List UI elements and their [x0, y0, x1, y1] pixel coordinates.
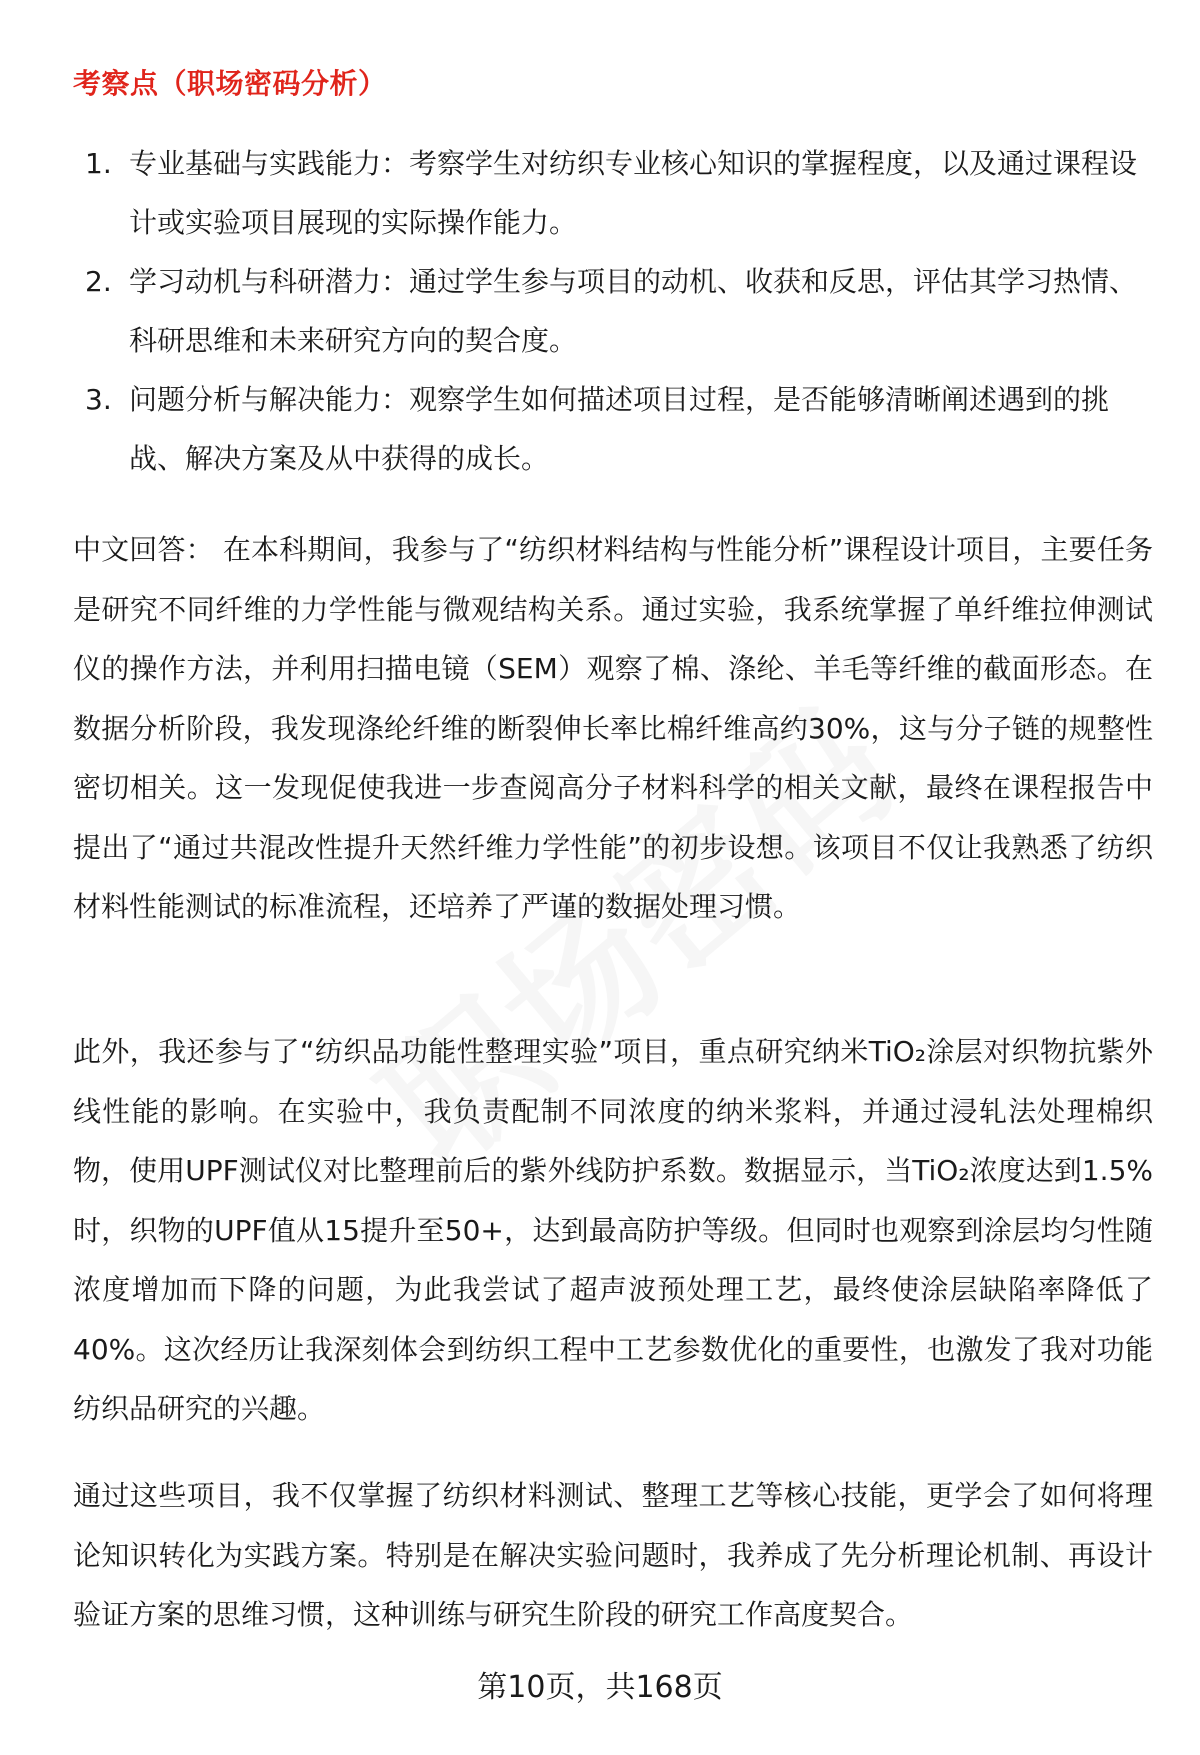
- summary-paragraph: [73, 1466, 1153, 1645]
- additional-project-text: 此外，我还参与了“纺织品功能性整理实验”项目，重点研究纳米TiO₂涂层对织物抗紫外线性能的影响。在实验中，我负责配制不同浓度的纳米浆料，并通过浸轧法处理棉织物，使用UPF测试仪对比整理前后的紫外线防护系数。数据显示，当TiO₂浓度达到1.5%时，织物的UPF值从15提升至50+，达到最高防护等级。但同时也观察到涂层均匀性随浓度增加而下降的问题，为此我尝试了超声波预处理工艺，最终使涂层缺陷率降低了40%。这次经历让我深刻体会到纺织工程中工艺参数优化的重要性，也激发了我对功能纺织品研究的兴趣。: [73, 1035, 1153, 1425]
- list-item: [73, 370, 1153, 488]
- list-item: [73, 252, 1153, 370]
- additional-project-paragraph: [73, 1022, 1153, 1439]
- list-item-text: 专业基础与实践能力：考察学生对纺织专业核心知识的掌握程度，以及通过课程设计或实验项目展现的实际操作能力。: [129, 147, 1138, 239]
- list-item-number: 3.: [85, 383, 112, 416]
- list-item-number: 1.: [85, 147, 112, 180]
- list-item-number: 2.: [85, 265, 112, 298]
- list-item-text: 学习动机与科研潜力：通过学生参与项目的动机、收获和反思，评估其学习热情、科研思维和未来研究方向的契合度。: [129, 265, 1138, 357]
- assessment-points-list: [73, 134, 1153, 488]
- list-item: [73, 134, 1153, 252]
- page-number-footer: 第10页，共168页: [477, 1670, 723, 1705]
- section-title: 考察点（职场密码分析）: [73, 67, 387, 100]
- answer-label: 中文回答：: [73, 533, 214, 566]
- answer-paragraph: [73, 520, 1153, 937]
- answer-text: 在本科期间，我参与了“纺织材料结构与性能分析”课程设计项目，主要任务是研究不同纤维的力学性能与微观结构关系。通过实验，我系统掌握了单纤维拉伸测试仪的操作方法，并利用扫描电镜（SEM）观察了棉、涤纶、羊毛等纤维的截面形态。在数据分析阶段，我发现涤纶纤维的断裂伸长率比棉纤维高约30%，这与分子链的规整性密切相关。这一发现促使我进一步查阅高分子材料科学的相关文献，最终在课程报告中提出了“通过共混改性提升天然纤维力学性能”的初步设想。该项目不仅让我熟悉了纺织材料性能测试的标准流程，还培养了严谨的数据处理习惯。: [73, 533, 1153, 923]
- summary-text: 通过这些项目，我不仅掌握了纺织材料测试、整理工艺等核心技能，更学会了如何将理论知识转化为实践方案。特别是在解决实验问题时，我养成了先分析理论机制、再设计验证方案的思维习惯，这种训练与研究生阶段的研究工作高度契合。: [73, 1479, 1153, 1631]
- list-item-text: 问题分析与解决能力：观察学生如何描述项目过程，是否能够清晰阐述遇到的挑战、解决方案及从中获得的成长。: [129, 383, 1110, 475]
